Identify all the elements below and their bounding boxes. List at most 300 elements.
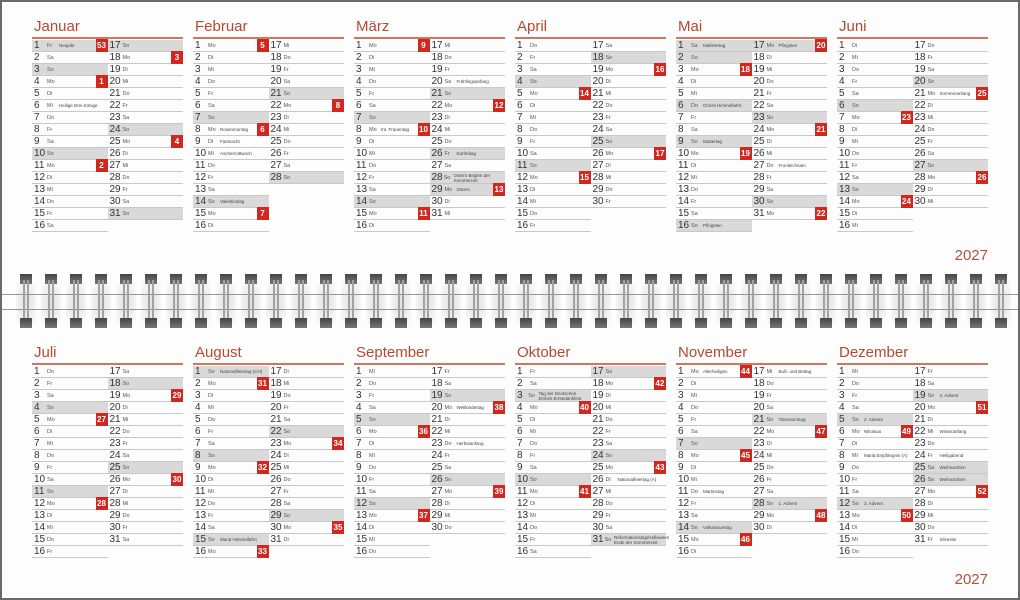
day-cell[interactable]: [108, 510, 184, 522]
day-cell[interactable]: [676, 172, 752, 184]
day-cell[interactable]: [591, 510, 667, 522]
day-cell[interactable]: [837, 40, 913, 52]
day-cell[interactable]: [108, 498, 184, 510]
day-cell[interactable]: [193, 52, 269, 64]
day-cell[interactable]: [430, 426, 506, 438]
day-cell[interactable]: [837, 88, 913, 100]
day-cell[interactable]: [515, 402, 591, 414]
day-cell[interactable]: [676, 112, 752, 124]
day-cell[interactable]: [515, 510, 591, 522]
day-cell[interactable]: [752, 450, 828, 462]
day-cell[interactable]: [430, 76, 506, 88]
day-cell[interactable]: [752, 426, 828, 438]
day-cell[interactable]: [269, 390, 345, 402]
day-cell[interactable]: [193, 64, 269, 76]
day-cell[interactable]: [32, 172, 108, 184]
day-cell[interactable]: [269, 160, 345, 172]
day-cell[interactable]: [837, 208, 913, 220]
day-cell[interactable]: [591, 426, 667, 438]
day-cell[interactable]: [32, 40, 108, 52]
day-cell[interactable]: [752, 148, 828, 160]
day-cell[interactable]: [430, 450, 506, 462]
day-cell[interactable]: [193, 426, 269, 438]
day-cell[interactable]: [913, 88, 989, 100]
day-cell[interactable]: [108, 522, 184, 534]
day-cell[interactable]: [676, 160, 752, 172]
day-cell[interactable]: [676, 64, 752, 76]
day-cell[interactable]: [354, 402, 430, 414]
day-cell[interactable]: [837, 112, 913, 124]
day-cell[interactable]: [193, 510, 269, 522]
day-cell[interactable]: [430, 414, 506, 426]
day-cell[interactable]: [32, 52, 108, 64]
day-cell[interactable]: [515, 88, 591, 100]
day-cell[interactable]: [108, 486, 184, 498]
day-cell[interactable]: [837, 64, 913, 76]
day-cell[interactable]: [108, 100, 184, 112]
day-cell[interactable]: [108, 414, 184, 426]
day-cell[interactable]: [837, 522, 913, 534]
day-cell[interactable]: [430, 124, 506, 136]
day-cell[interactable]: [676, 414, 752, 426]
day-cell[interactable]: [591, 402, 667, 414]
day-cell[interactable]: [515, 52, 591, 64]
day-cell[interactable]: [430, 402, 506, 414]
day-cell[interactable]: [515, 546, 591, 558]
day-cell[interactable]: [193, 390, 269, 402]
day-cell[interactable]: [913, 40, 989, 52]
day-cell[interactable]: [752, 136, 828, 148]
day-cell[interactable]: [591, 160, 667, 172]
day-cell[interactable]: [913, 184, 989, 196]
day-cell[interactable]: [515, 124, 591, 136]
day-cell[interactable]: [752, 522, 828, 534]
day-cell[interactable]: [837, 52, 913, 64]
day-cell[interactable]: [676, 100, 752, 112]
day-cell[interactable]: [515, 184, 591, 196]
day-cell[interactable]: [913, 64, 989, 76]
day-cell[interactable]: [193, 76, 269, 88]
day-cell[interactable]: [676, 220, 752, 232]
day-cell[interactable]: [752, 378, 828, 390]
day-cell[interactable]: [913, 124, 989, 136]
day-cell[interactable]: [32, 76, 108, 88]
day-cell[interactable]: [591, 438, 667, 450]
day-cell[interactable]: [430, 148, 506, 160]
day-cell[interactable]: [354, 510, 430, 522]
day-cell[interactable]: [515, 414, 591, 426]
day-cell[interactable]: [752, 160, 828, 172]
day-cell[interactable]: [32, 100, 108, 112]
day-cell[interactable]: [913, 438, 989, 450]
day-cell[interactable]: [354, 136, 430, 148]
day-cell[interactable]: [752, 124, 828, 136]
day-cell[interactable]: [430, 52, 506, 64]
day-cell[interactable]: [913, 414, 989, 426]
day-cell[interactable]: [32, 184, 108, 196]
day-cell[interactable]: [515, 522, 591, 534]
day-cell[interactable]: [354, 76, 430, 88]
day-cell[interactable]: [676, 390, 752, 402]
day-cell[interactable]: [676, 462, 752, 474]
day-cell[interactable]: [269, 486, 345, 498]
day-cell[interactable]: [430, 208, 506, 220]
day-cell[interactable]: [108, 76, 184, 88]
day-cell[interactable]: [676, 546, 752, 558]
day-cell[interactable]: [354, 462, 430, 474]
day-cell[interactable]: [108, 474, 184, 486]
day-cell[interactable]: [269, 76, 345, 88]
day-cell[interactable]: [108, 148, 184, 160]
day-cell[interactable]: [837, 378, 913, 390]
day-cell[interactable]: [193, 100, 269, 112]
day-cell[interactable]: [32, 390, 108, 402]
day-cell[interactable]: [430, 366, 506, 378]
day-cell[interactable]: [354, 220, 430, 232]
day-cell[interactable]: [193, 208, 269, 220]
day-cell[interactable]: [591, 390, 667, 402]
day-cell[interactable]: [354, 474, 430, 486]
day-cell[interactable]: [913, 196, 989, 208]
day-cell[interactable]: [193, 474, 269, 486]
day-cell[interactable]: [837, 160, 913, 172]
day-cell[interactable]: [193, 498, 269, 510]
day-cell[interactable]: [269, 366, 345, 378]
day-cell[interactable]: [354, 88, 430, 100]
day-cell[interactable]: [591, 474, 667, 486]
day-cell[interactable]: [32, 88, 108, 100]
day-cell[interactable]: [430, 462, 506, 474]
day-cell[interactable]: [32, 498, 108, 510]
day-cell[interactable]: [430, 522, 506, 534]
day-cell[interactable]: [430, 498, 506, 510]
day-cell[interactable]: [515, 40, 591, 52]
day-cell[interactable]: [193, 402, 269, 414]
day-cell[interactable]: [752, 402, 828, 414]
day-cell[interactable]: [591, 522, 667, 534]
day-cell[interactable]: [108, 208, 184, 220]
day-cell[interactable]: [32, 196, 108, 208]
day-cell[interactable]: [591, 64, 667, 76]
day-cell[interactable]: [269, 52, 345, 64]
day-cell[interactable]: [913, 462, 989, 474]
day-cell[interactable]: [32, 546, 108, 558]
day-cell[interactable]: [269, 378, 345, 390]
day-cell[interactable]: [515, 378, 591, 390]
day-cell[interactable]: [269, 474, 345, 486]
day-cell[interactable]: [32, 366, 108, 378]
day-cell[interactable]: [752, 40, 828, 52]
day-cell[interactable]: [837, 534, 913, 546]
day-cell[interactable]: [32, 450, 108, 462]
day-cell[interactable]: [108, 366, 184, 378]
day-cell[interactable]: [515, 534, 591, 546]
day-cell[interactable]: [269, 414, 345, 426]
day-cell[interactable]: [269, 40, 345, 52]
day-cell[interactable]: [269, 100, 345, 112]
day-cell[interactable]: [752, 462, 828, 474]
day-cell[interactable]: [752, 172, 828, 184]
day-cell[interactable]: [752, 438, 828, 450]
day-cell[interactable]: [515, 196, 591, 208]
day-cell[interactable]: [676, 366, 752, 378]
day-cell[interactable]: [591, 498, 667, 510]
day-cell[interactable]: [32, 438, 108, 450]
day-cell[interactable]: [837, 136, 913, 148]
day-cell[interactable]: [354, 486, 430, 498]
day-cell[interactable]: [591, 88, 667, 100]
day-cell[interactable]: [515, 100, 591, 112]
day-cell[interactable]: [108, 438, 184, 450]
day-cell[interactable]: [108, 390, 184, 402]
day-cell[interactable]: [32, 160, 108, 172]
day-cell[interactable]: [32, 208, 108, 220]
day-cell[interactable]: [354, 52, 430, 64]
day-cell[interactable]: [591, 196, 667, 208]
day-cell[interactable]: [430, 160, 506, 172]
day-cell[interactable]: [515, 172, 591, 184]
day-cell[interactable]: [515, 136, 591, 148]
day-cell[interactable]: [32, 136, 108, 148]
day-cell[interactable]: [269, 462, 345, 474]
day-cell[interactable]: [354, 40, 430, 52]
day-cell[interactable]: [676, 426, 752, 438]
day-cell[interactable]: [32, 510, 108, 522]
day-cell[interactable]: [354, 208, 430, 220]
day-cell[interactable]: [32, 378, 108, 390]
day-cell[interactable]: [752, 88, 828, 100]
day-cell[interactable]: [591, 486, 667, 498]
day-cell[interactable]: [913, 534, 989, 546]
day-cell[interactable]: [676, 148, 752, 160]
day-cell[interactable]: [193, 184, 269, 196]
day-cell[interactable]: [354, 160, 430, 172]
day-cell[interactable]: [430, 136, 506, 148]
day-cell[interactable]: [676, 474, 752, 486]
day-cell[interactable]: [430, 184, 506, 196]
day-cell[interactable]: [430, 64, 506, 76]
day-cell[interactable]: [837, 438, 913, 450]
day-cell[interactable]: [591, 148, 667, 160]
day-cell[interactable]: [676, 402, 752, 414]
day-cell[interactable]: [913, 498, 989, 510]
day-cell[interactable]: [269, 172, 345, 184]
day-cell[interactable]: [193, 124, 269, 136]
day-cell[interactable]: [913, 486, 989, 498]
day-cell[interactable]: [32, 414, 108, 426]
day-cell[interactable]: [676, 498, 752, 510]
day-cell[interactable]: [676, 40, 752, 52]
day-cell[interactable]: [676, 510, 752, 522]
day-cell[interactable]: [752, 366, 828, 378]
day-cell[interactable]: [108, 52, 184, 64]
day-cell[interactable]: [269, 534, 345, 546]
day-cell[interactable]: [913, 402, 989, 414]
day-cell[interactable]: [913, 136, 989, 148]
day-cell[interactable]: [676, 88, 752, 100]
day-cell[interactable]: [837, 196, 913, 208]
day-cell[interactable]: [430, 486, 506, 498]
day-cell[interactable]: [837, 124, 913, 136]
day-cell[interactable]: [269, 498, 345, 510]
day-cell[interactable]: [193, 136, 269, 148]
day-cell[interactable]: [354, 426, 430, 438]
day-cell[interactable]: [108, 534, 184, 546]
day-cell[interactable]: [752, 390, 828, 402]
day-cell[interactable]: [108, 160, 184, 172]
day-cell[interactable]: [515, 366, 591, 378]
day-cell[interactable]: [591, 414, 667, 426]
day-cell[interactable]: [515, 450, 591, 462]
day-cell[interactable]: [515, 112, 591, 124]
day-cell[interactable]: [269, 64, 345, 76]
day-cell[interactable]: [193, 148, 269, 160]
day-cell[interactable]: [354, 64, 430, 76]
day-cell[interactable]: [752, 474, 828, 486]
day-cell[interactable]: [913, 148, 989, 160]
day-cell[interactable]: [837, 366, 913, 378]
day-cell[interactable]: [193, 486, 269, 498]
day-cell[interactable]: [591, 172, 667, 184]
day-cell[interactable]: [269, 402, 345, 414]
day-cell[interactable]: [676, 378, 752, 390]
day-cell[interactable]: [108, 172, 184, 184]
day-cell[interactable]: [515, 438, 591, 450]
day-cell[interactable]: [837, 486, 913, 498]
day-cell[interactable]: [676, 76, 752, 88]
day-cell[interactable]: [591, 184, 667, 196]
day-cell[interactable]: [752, 510, 828, 522]
day-cell[interactable]: [32, 534, 108, 546]
day-cell[interactable]: [269, 136, 345, 148]
day-cell[interactable]: [108, 450, 184, 462]
day-cell[interactable]: [193, 160, 269, 172]
day-cell[interactable]: [837, 546, 913, 558]
day-cell[interactable]: [108, 64, 184, 76]
day-cell[interactable]: [354, 378, 430, 390]
day-cell[interactable]: [837, 220, 913, 232]
day-cell[interactable]: [269, 438, 345, 450]
day-cell[interactable]: [193, 438, 269, 450]
day-cell[interactable]: [108, 88, 184, 100]
day-cell[interactable]: [193, 378, 269, 390]
day-cell[interactable]: [676, 534, 752, 546]
day-cell[interactable]: [837, 172, 913, 184]
day-cell[interactable]: [108, 136, 184, 148]
day-cell[interactable]: [430, 378, 506, 390]
day-cell[interactable]: [591, 462, 667, 474]
day-cell[interactable]: [913, 426, 989, 438]
day-cell[interactable]: [676, 184, 752, 196]
day-cell[interactable]: [193, 546, 269, 558]
day-cell[interactable]: [430, 438, 506, 450]
day-cell[interactable]: [837, 76, 913, 88]
day-cell[interactable]: [354, 172, 430, 184]
day-cell[interactable]: [591, 40, 667, 52]
day-cell[interactable]: [32, 124, 108, 136]
day-cell[interactable]: [913, 450, 989, 462]
day-cell[interactable]: [193, 88, 269, 100]
day-cell[interactable]: [354, 124, 430, 136]
day-cell[interactable]: [752, 52, 828, 64]
day-cell[interactable]: [913, 522, 989, 534]
day-cell[interactable]: [591, 378, 667, 390]
day-cell[interactable]: [32, 220, 108, 232]
day-cell[interactable]: [676, 208, 752, 220]
day-cell[interactable]: [193, 462, 269, 474]
day-cell[interactable]: [676, 196, 752, 208]
day-cell[interactable]: [193, 172, 269, 184]
day-cell[interactable]: [837, 390, 913, 402]
day-cell[interactable]: [515, 426, 591, 438]
day-cell[interactable]: [108, 112, 184, 124]
day-cell[interactable]: [752, 208, 828, 220]
day-cell[interactable]: [354, 184, 430, 196]
day-cell[interactable]: [837, 510, 913, 522]
day-cell[interactable]: [515, 220, 591, 232]
day-cell[interactable]: [269, 450, 345, 462]
day-cell[interactable]: [193, 522, 269, 534]
day-cell[interactable]: [752, 486, 828, 498]
day-cell[interactable]: [591, 76, 667, 88]
day-cell[interactable]: [108, 184, 184, 196]
day-cell[interactable]: [591, 112, 667, 124]
day-cell[interactable]: [32, 462, 108, 474]
day-cell[interactable]: [354, 100, 430, 112]
day-cell[interactable]: [591, 124, 667, 136]
day-cell[interactable]: [837, 474, 913, 486]
day-cell[interactable]: [913, 366, 989, 378]
day-cell[interactable]: [193, 40, 269, 52]
day-cell[interactable]: [269, 522, 345, 534]
day-cell[interactable]: [837, 402, 913, 414]
day-cell[interactable]: [430, 40, 506, 52]
day-cell[interactable]: [591, 534, 670, 546]
day-cell[interactable]: [269, 148, 345, 160]
day-cell[interactable]: [913, 378, 989, 390]
day-cell[interactable]: [430, 510, 506, 522]
day-cell[interactable]: [515, 462, 591, 474]
day-cell[interactable]: [32, 522, 108, 534]
day-cell[interactable]: [354, 148, 430, 160]
day-cell[interactable]: [515, 498, 591, 510]
day-cell[interactable]: [354, 366, 430, 378]
day-cell[interactable]: [32, 474, 108, 486]
day-cell[interactable]: [108, 426, 184, 438]
day-cell[interactable]: [108, 196, 184, 208]
day-cell[interactable]: [193, 220, 269, 232]
day-cell[interactable]: [32, 426, 108, 438]
day-cell[interactable]: [269, 124, 345, 136]
day-cell[interactable]: [354, 450, 430, 462]
day-cell[interactable]: [354, 438, 430, 450]
day-cell[interactable]: [515, 486, 591, 498]
day-cell[interactable]: [676, 486, 752, 498]
day-cell[interactable]: [752, 100, 828, 112]
day-cell[interactable]: [752, 184, 828, 196]
day-cell[interactable]: [32, 112, 108, 124]
day-cell[interactable]: [752, 64, 828, 76]
day-cell[interactable]: [354, 522, 430, 534]
day-cell[interactable]: [676, 124, 752, 136]
day-cell[interactable]: [676, 450, 752, 462]
day-cell[interactable]: [430, 100, 506, 112]
day-cell[interactable]: [913, 52, 989, 64]
day-cell[interactable]: [913, 510, 989, 522]
day-cell[interactable]: [591, 100, 667, 112]
day-cell[interactable]: [913, 172, 989, 184]
day-cell[interactable]: [837, 148, 913, 160]
